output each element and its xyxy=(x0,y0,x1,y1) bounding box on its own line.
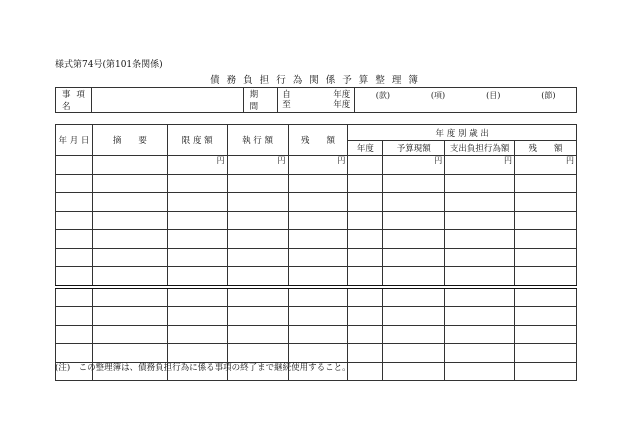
cell[interactable] xyxy=(92,211,167,230)
yen-unit[interactable]: 円 xyxy=(288,156,348,175)
cell[interactable] xyxy=(167,325,227,344)
cell[interactable] xyxy=(227,287,288,307)
cell[interactable] xyxy=(348,362,383,381)
cell[interactable] xyxy=(445,248,515,267)
cell[interactable] xyxy=(288,287,348,307)
cell[interactable] xyxy=(515,362,577,381)
cell[interactable] xyxy=(515,211,577,230)
cell[interactable] xyxy=(445,287,515,307)
cell[interactable] xyxy=(348,267,383,287)
cell[interactable] xyxy=(445,344,515,363)
cell[interactable] xyxy=(167,248,227,267)
cell[interactable] xyxy=(383,362,445,381)
cell[interactable] xyxy=(92,307,167,326)
cell[interactable] xyxy=(288,344,348,363)
cell[interactable] xyxy=(227,307,288,326)
cell[interactable] xyxy=(515,307,577,326)
col-annual-remaining: 残 額 xyxy=(515,141,577,156)
yen-unit[interactable]: 円 xyxy=(167,156,227,175)
cell[interactable] xyxy=(167,230,227,249)
cell[interactable] xyxy=(348,156,383,175)
cell[interactable] xyxy=(56,287,93,307)
cell[interactable] xyxy=(383,193,445,212)
yen-unit[interactable]: 円 xyxy=(445,156,515,175)
cell[interactable] xyxy=(383,344,445,363)
form-number: 様式第74号(第101条関係) xyxy=(55,60,163,70)
usage-note: (注) この整理簿は、債務負担行為に係る事項の終了まで継続使用すること。 xyxy=(55,363,351,373)
period-from-unit: 年度 xyxy=(333,90,351,100)
cell[interactable] xyxy=(348,230,383,249)
period-from-label: 自 xyxy=(282,90,291,100)
table-row xyxy=(56,325,577,344)
cell[interactable] xyxy=(167,307,227,326)
col-annual-group: 年 度 別 歳 出 xyxy=(348,125,577,141)
yen-unit[interactable]: 円 xyxy=(383,156,445,175)
cell[interactable] xyxy=(288,307,348,326)
table-row xyxy=(56,230,577,249)
cell[interactable] xyxy=(515,230,577,249)
cell[interactable] xyxy=(167,344,227,363)
yen-unit[interactable]: 円 xyxy=(515,156,577,175)
cell[interactable] xyxy=(227,193,288,212)
cell[interactable] xyxy=(167,267,227,287)
col-date: 年 月 日 xyxy=(56,125,93,156)
col-annual-budget: 予算現額 xyxy=(383,141,445,156)
cell[interactable] xyxy=(56,325,93,344)
period-to-label: 至 xyxy=(282,100,291,110)
cell[interactable] xyxy=(445,325,515,344)
col-remaining: 残 額 xyxy=(288,125,348,156)
table-row xyxy=(56,174,577,193)
cell[interactable] xyxy=(92,267,167,287)
cell[interactable] xyxy=(227,211,288,230)
cell[interactable] xyxy=(56,248,93,267)
cell[interactable] xyxy=(288,174,348,193)
table-row xyxy=(56,287,577,307)
table-row xyxy=(56,193,577,212)
cell[interactable] xyxy=(383,307,445,326)
cell[interactable] xyxy=(288,230,348,249)
cell[interactable] xyxy=(56,156,93,175)
cell[interactable] xyxy=(56,230,93,249)
cell[interactable] xyxy=(515,174,577,193)
cell[interactable] xyxy=(445,211,515,230)
cell[interactable] xyxy=(227,174,288,193)
cell[interactable] xyxy=(92,174,167,193)
table-row xyxy=(56,307,577,326)
budget-kan-label: (款) xyxy=(375,91,390,100)
cell[interactable] xyxy=(515,344,577,363)
col-executed: 執 行 額 xyxy=(227,125,288,156)
cell[interactable] xyxy=(56,211,93,230)
cell[interactable] xyxy=(56,174,93,193)
cell[interactable] xyxy=(288,267,348,287)
cell[interactable] xyxy=(348,174,383,193)
cell[interactable] xyxy=(227,267,288,287)
table-row xyxy=(56,344,577,363)
col-limit: 限 度 額 xyxy=(167,125,227,156)
cell[interactable] xyxy=(288,193,348,212)
cell[interactable] xyxy=(167,287,227,307)
cell[interactable] xyxy=(383,267,445,287)
cell[interactable] xyxy=(445,307,515,326)
header-table xyxy=(55,87,577,113)
project-name-label: 事 項 名 xyxy=(56,88,92,113)
cell[interactable] xyxy=(515,287,577,307)
cell[interactable] xyxy=(515,325,577,344)
budget-kou-label: (項) xyxy=(430,91,446,100)
cell[interactable] xyxy=(445,193,515,212)
yen-unit[interactable]: 円 xyxy=(227,156,288,175)
cell[interactable] xyxy=(445,174,515,193)
cell[interactable] xyxy=(92,248,167,267)
budget-setsu-label: (節) xyxy=(541,91,556,100)
cell[interactable] xyxy=(348,307,383,326)
cell[interactable] xyxy=(348,193,383,212)
cell[interactable] xyxy=(288,248,348,267)
cell[interactable] xyxy=(92,344,167,363)
cell[interactable] xyxy=(445,362,515,381)
table-row xyxy=(56,248,577,267)
col-annual-expenditure: 支出負担行為額 xyxy=(445,141,515,156)
cell[interactable] xyxy=(227,230,288,249)
cell[interactable] xyxy=(348,344,383,363)
cell[interactable] xyxy=(227,325,288,344)
cell[interactable] xyxy=(92,325,167,344)
form-title: 債 務 負 担 行 為 関 係 予 算 整 理 簿 xyxy=(210,75,420,86)
cell[interactable] xyxy=(383,287,445,307)
cell[interactable] xyxy=(167,193,227,212)
ledger-table xyxy=(55,124,577,381)
table-row xyxy=(56,267,577,287)
budget-moku-label: (目) xyxy=(486,91,501,100)
cell[interactable] xyxy=(383,174,445,193)
cell[interactable] xyxy=(227,248,288,267)
cell[interactable] xyxy=(348,211,383,230)
table-row xyxy=(56,156,577,175)
cell[interactable] xyxy=(515,267,577,287)
cell[interactable] xyxy=(348,325,383,344)
cell[interactable] xyxy=(348,248,383,267)
cell[interactable] xyxy=(288,325,348,344)
cell[interactable] xyxy=(445,267,515,287)
cell[interactable] xyxy=(383,248,445,267)
col-summary: 摘 要 xyxy=(92,125,167,156)
cell[interactable] xyxy=(515,248,577,267)
cell[interactable] xyxy=(92,156,167,175)
budget-class-field[interactable] xyxy=(355,88,577,113)
period-to-unit: 年度 xyxy=(333,100,351,110)
cell[interactable] xyxy=(288,211,348,230)
cell[interactable] xyxy=(56,267,93,287)
col-annual-year: 年度 xyxy=(348,141,383,156)
cell[interactable] xyxy=(348,287,383,307)
cell[interactable] xyxy=(92,193,167,212)
cell[interactable] xyxy=(383,230,445,249)
cell[interactable] xyxy=(92,230,167,249)
cell[interactable] xyxy=(227,344,288,363)
period-field[interactable] xyxy=(278,88,355,113)
cell[interactable] xyxy=(515,193,577,212)
cell[interactable] xyxy=(92,287,167,307)
cell[interactable] xyxy=(56,193,93,212)
cell[interactable] xyxy=(167,211,227,230)
cell[interactable] xyxy=(167,174,227,193)
cell[interactable] xyxy=(56,344,93,363)
cell[interactable] xyxy=(383,325,445,344)
cell[interactable] xyxy=(445,230,515,249)
cell[interactable] xyxy=(56,307,93,326)
cell[interactable] xyxy=(383,211,445,230)
table-row xyxy=(56,211,577,230)
project-name-field[interactable] xyxy=(91,88,243,113)
period-label: 期 間 xyxy=(243,88,278,113)
